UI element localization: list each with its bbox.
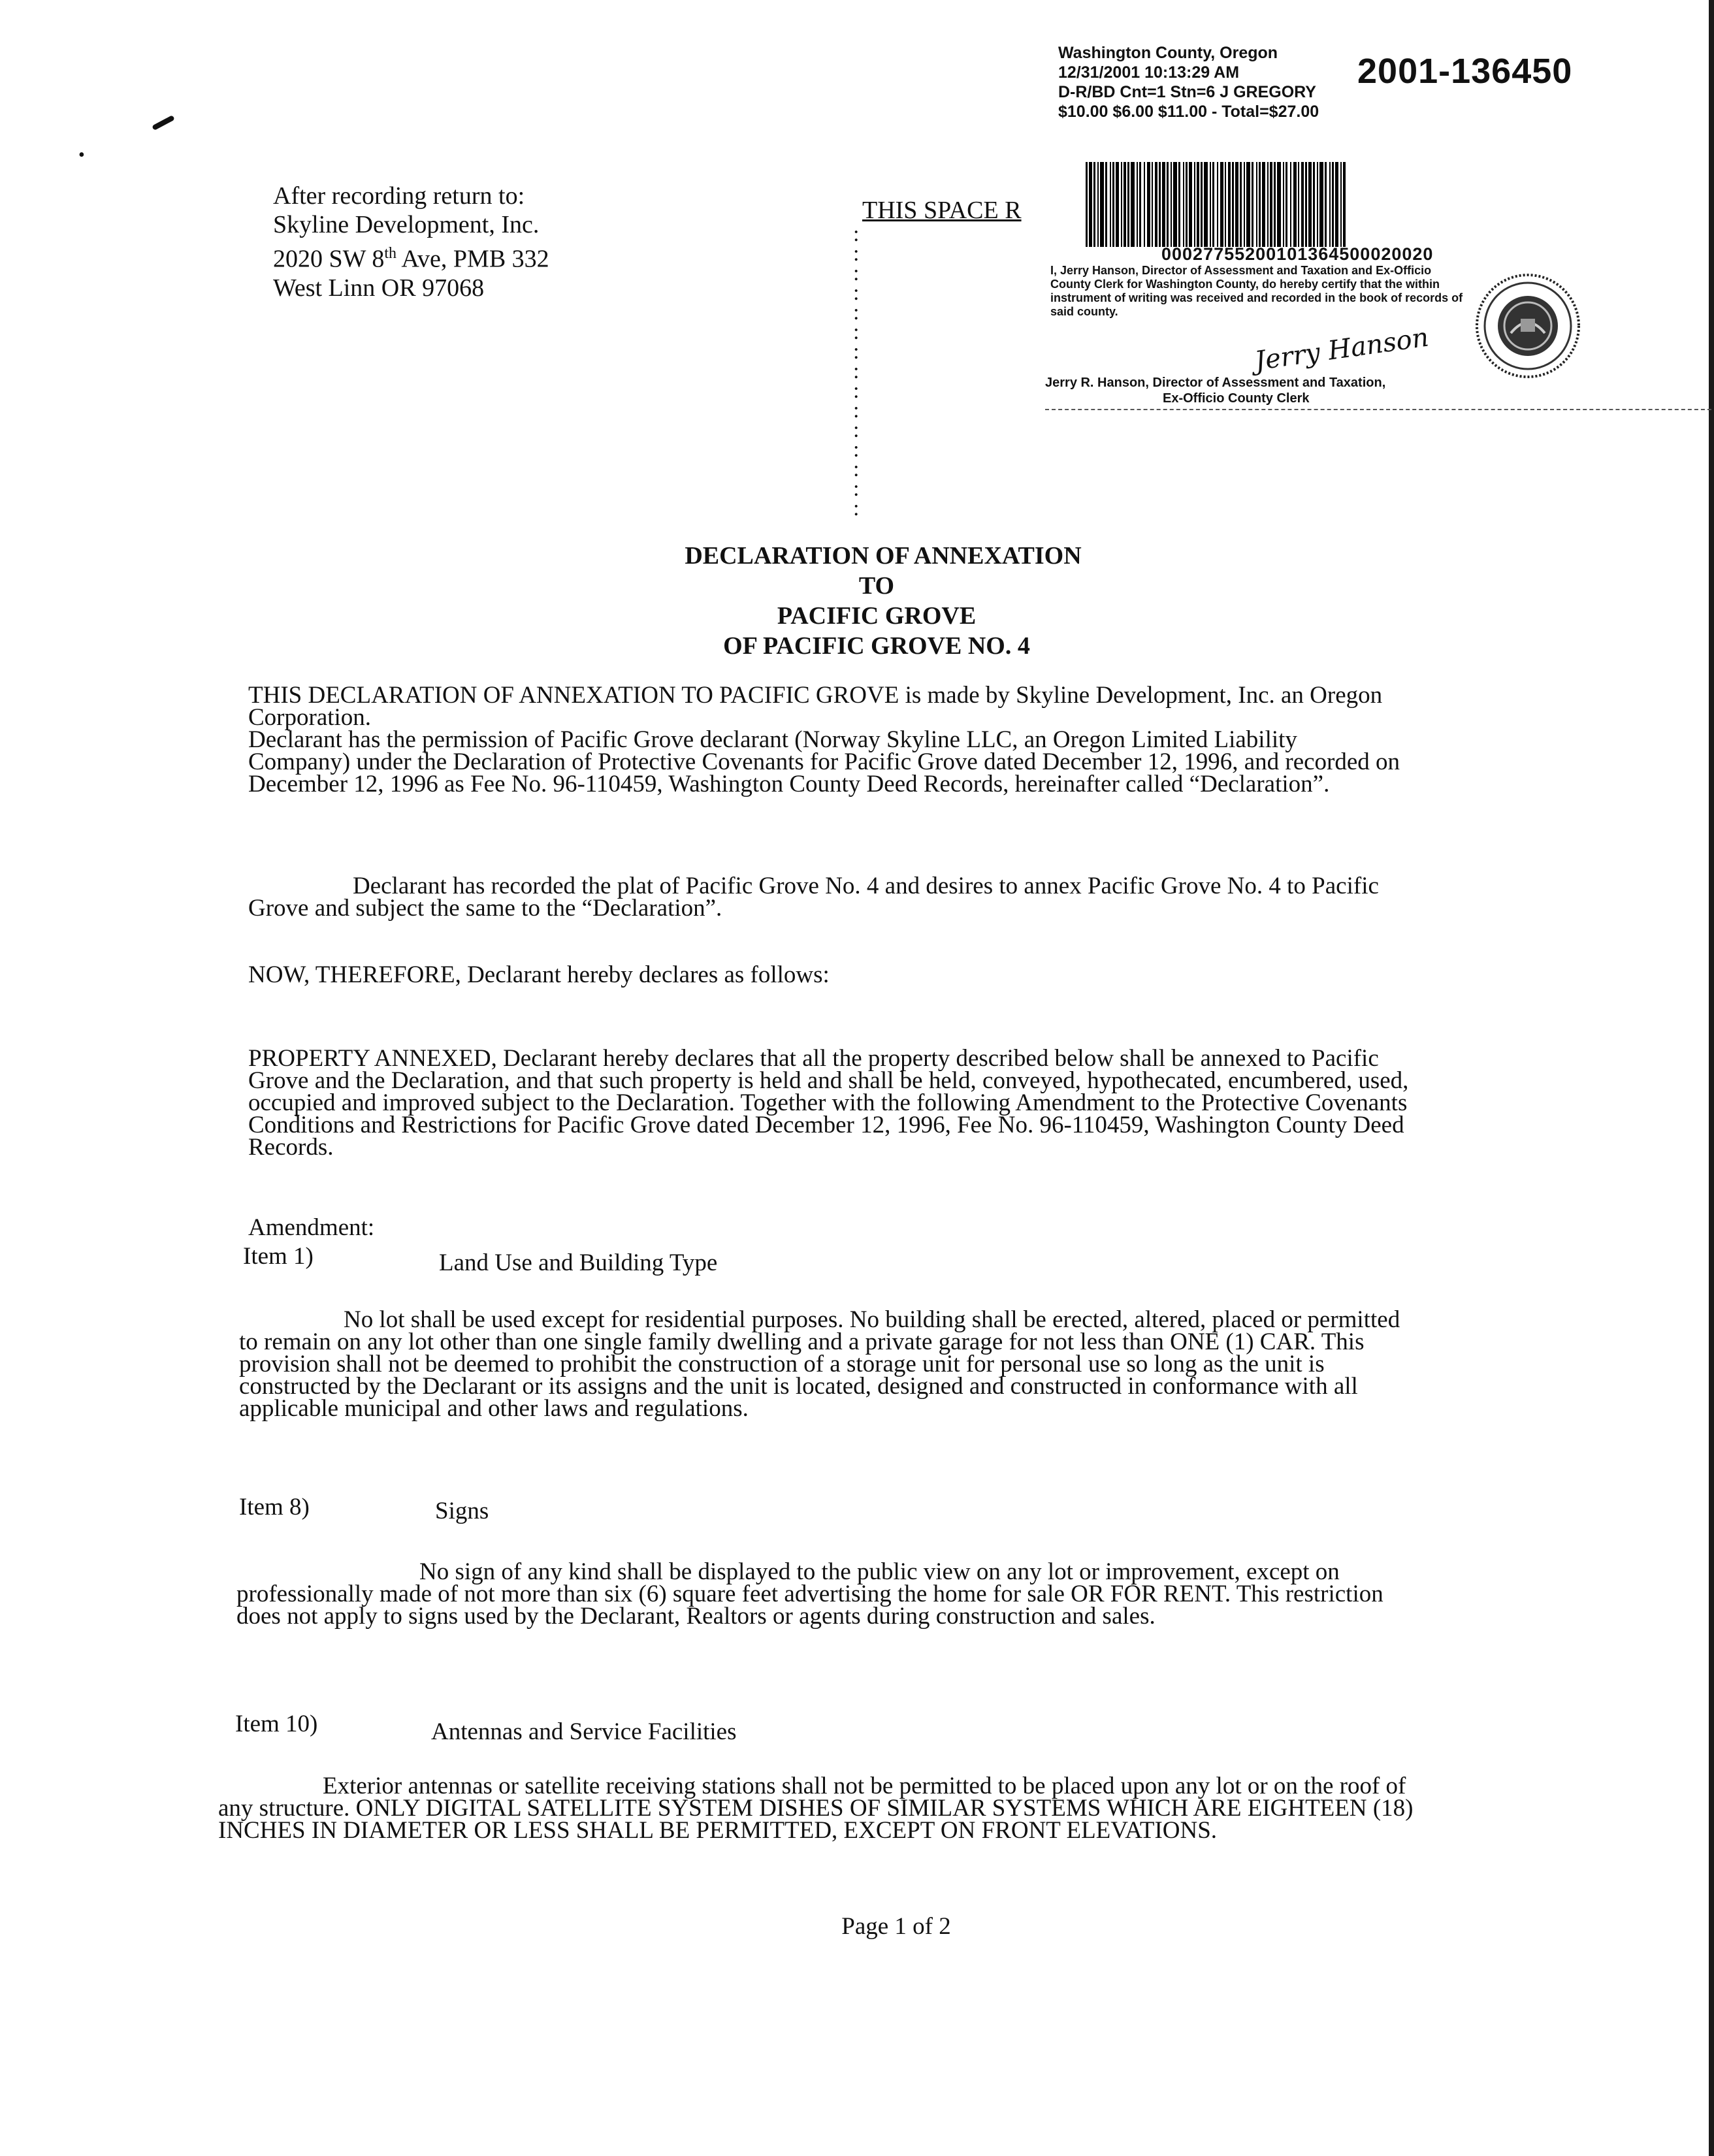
stamp-county: Washington County, Oregon [1058,44,1278,62]
barcode-number: 00027755200101364500020020 [1161,244,1434,264]
scan-mark [152,115,175,131]
item-heading: Signs [435,1498,489,1524]
title-line2: TO [858,572,895,600]
page-edge [1709,0,1714,2156]
recording-stamp [1058,43,1319,121]
item-number: Item 8) [239,1494,310,1520]
certification-text: I, Jerry Hanson, Director of Assessment and Taxation and Ex-Officio County Clerk for Washington County, do hereby certify that the within instrument of writing was received and recorded in the book of records of said county. [1050,264,1463,318]
dotted-separator: : : : : : : : : : : : : : : : [853,222,860,521]
return-address [273,182,549,302]
item-number: Item 1) [243,1243,314,1270]
document-title [0,541,1714,661]
stamp-codes: D-R/BD Cnt=1 Stn=6 J GREGORY [1058,83,1316,101]
return-address-street: 2020 SW 8th Ave, PMB 332 [273,245,549,273]
item-heading: Antennas and Service Facilities [431,1718,737,1745]
space-reserved-label: THIS SPACE R [862,197,1022,224]
item-text: Exterior antennas or satellite receiving stations shall not be permitted to be placed upon any lot or on the roof of any structure. ONLY DIGITAL SATELLITE SYSTEM DISHES OF SIMILAR SYSTEMS WHICH ARE EIGHTEEN (18) INCHES IN DIAMETER OR LESS SHALL BE PERMITTED, EXCEPT ON FRONT ELEVATIONS. [218,1773,1414,1844]
stamp-fees: $10.00 $6.00 $11.00 - Total=$27.00 [1058,103,1319,121]
stamp-datetime: 12/31/2001 10:13:29 AM [1058,63,1240,82]
title-line4: OF PACIFIC GROVE NO. 4 [723,632,1030,660]
item-heading: Land Use and Building Type [439,1249,718,1276]
return-address-city: West Linn OR 97068 [273,274,485,302]
title-line3: PACIFIC GROVE [777,602,977,630]
property-annexed-paragraph: PROPERTY ANNEXED, Declarant hereby declares that all the property described below shall be annexed to Pacific Grove and the Declaration, and that such property is held and shall be held, conveyed, hypothecated, encumbered, used, occupied and improved subject to the Declaration. Together with the following Amendment to the Protective Covenants Conditions and Restrictions for Pacific Grove dated December 12, 1996, Fee No. 96-110459, Washington County Deed Records. [248,1045,1409,1161]
amendment-label: Amendment: [248,1214,375,1241]
page-number: Page 1 of 2 [841,1913,951,1940]
intro-paragraph: THIS DECLARATION OF ANNEXATION TO PACIFIC GROVE is made by Skyline Development, Inc. an Oregon Corporation. [248,682,1383,731]
return-address-heading: After recording return to: [273,182,525,210]
permission-paragraph: Declarant has the permission of Pacific Grove declarant (Norway Skyline LLC, an Oregon Limited Liability Company) under the Declaration of Protective Covenants for Pacific Grove dated December 12, 1996, and recorded on December 12, 1996 as Fee No. 96-110459, Washington County Deed Records, hereinafter called “Declaration”. [248,726,1400,797]
signer-block [1045,375,1385,406]
return-address-company: Skyline Development, Inc. [273,211,540,238]
scan-speck: • [78,145,85,165]
county-seal-icon [1475,273,1581,379]
signer-line2: Ex-Officio County Clerk [1163,391,1310,406]
item-text: No lot shall be used except for residential purposes. No building shall be erected, altered, placed or permitted to remain on any lot other than one single family dwelling and a private garage for not less than ONE (1) CAR. This provision shall not be deemed to prohibit the construction of a storage unit for personal use so long as the unit is constructed by the Declarant or its assigns and the unit is located, designed and constructed in conformance with all applicable municipal and other laws and regulations. [239,1306,1400,1422]
title-line1: DECLARATION OF ANNEXATION [685,542,1082,570]
plat-paragraph: Declarant has recorded the plat of Pacific Grove No. 4 and desires to annex Pacific Grove No. 4 to Pacific Grove and subject the same to the “Declaration”. [248,873,1379,922]
now-therefore-paragraph: NOW, THEREFORE, Declarant hereby declares as follows: [248,961,830,988]
item-number: Item 10) [235,1711,318,1737]
barcode [1086,162,1574,247]
item-text: No sign of any kind shall be displayed to the public view on any lot or improvement, except on professionally made of not more than six (6) square feet advertising the home for sale OR FOR RENT. This restriction does not apply to signs used by the Declarant, Realtors or agents during construction and sales. [236,1558,1383,1630]
stamp-divider [1045,409,1711,410]
clerk-signature: Jerry Hanson [1253,322,1431,377]
signer-line1: Jerry R. Hanson, Director of Assessment and Taxation, [1045,376,1386,390]
record-number: 2001-136450 [1357,52,1573,91]
